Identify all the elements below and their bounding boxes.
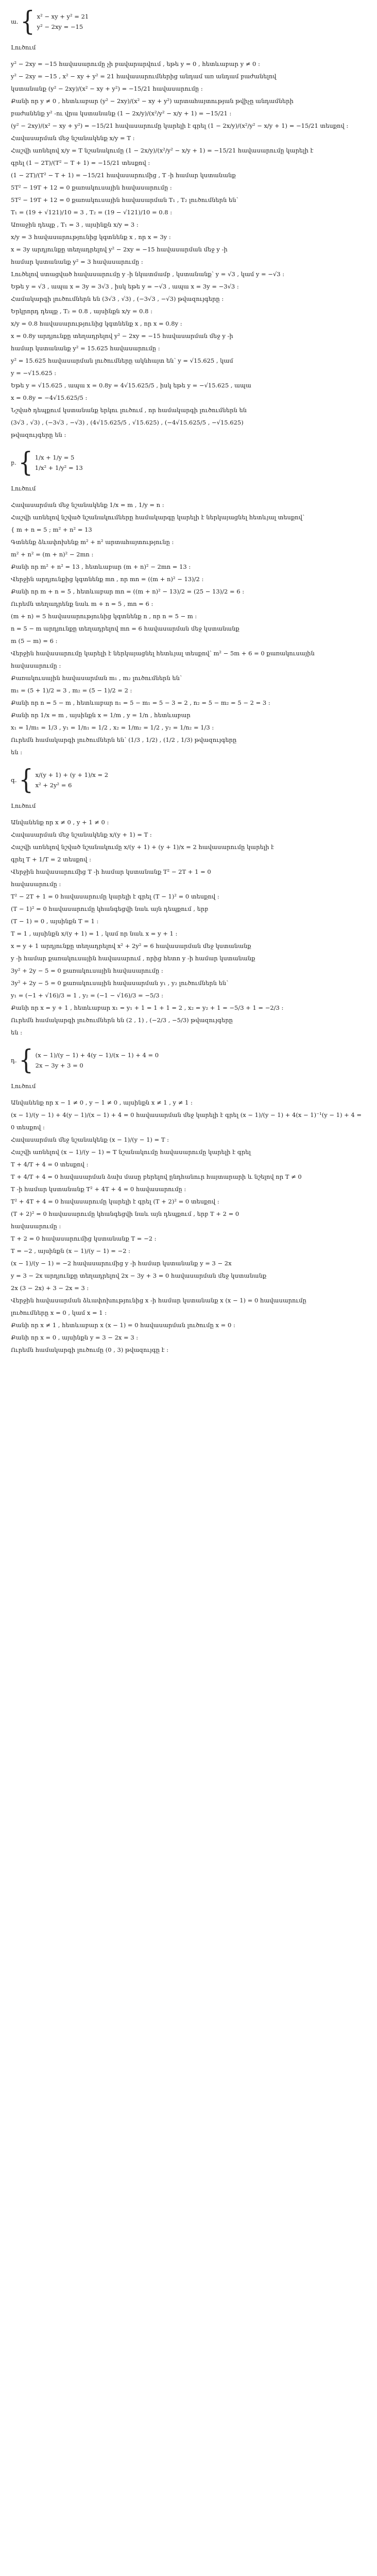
solution-line: թվազույգերը են : xyxy=(11,431,66,438)
solution-line: Նշված դեպքում կստանանք երկու լուծում , որ համակարգի լուծումներն են xyxy=(11,406,247,414)
solution-line: T² − 2T + 1 = 0 հավասարումը կարելի է գրել (T − 1)² = 0 տեսքով : xyxy=(11,893,219,900)
solution-line: 5T² − 19T + 12 = 0 քառակուսային հավասարման T₁ , T₂ լուծումներն են՝ xyxy=(11,196,238,204)
solution-line: 5T² − 19T + 12 = 0 քառակուսային հավասարումը : xyxy=(11,184,172,191)
solution-line: T + 4/T + 4 = 0 հավասարման ձախ մասը բերելով ընդհանուր հայտարարի և նշելով որ T ≠ 0 xyxy=(11,1173,302,1180)
problem-label: բ. xyxy=(11,459,16,466)
solution-line: (y² − 2xy)/(x² − xy + y²) = −15/21 հավասարումը կարելի է գրել (1 − 2x/y)/(x²/y² − x/y + 1) = −15/21 տեսքով : xyxy=(11,122,349,129)
solution-line: համար կստանանք y² = 15.625 հավասարումը : xyxy=(11,345,160,352)
solution-line: (1 − 2T)/(T² − T + 1) = −15/21 հավասարումից , T -ի համար կստանանք xyxy=(11,172,236,179)
solution-line: Քառակուսային հավասարման m₁ , m₂ լուծումներն են՝ xyxy=(11,674,182,682)
solution-heading: Լուծում xyxy=(11,802,36,809)
solution-line: Քանի որ m + n = 5 , հետևաբար mn = ((m + n)² − 13)/2 = (25 − 13)/2 = 6 : xyxy=(11,588,245,595)
problem-label: գ. xyxy=(11,776,17,784)
solution-line: Վերջին հավասարման ձևափոխությունից x -ի համար կստանանք x (x − 1) = 0 հավասարումը xyxy=(11,1297,306,1304)
solution-line: T + 2 = 0 հավասարումից կստանանք T = −2 : xyxy=(11,1235,157,1242)
solution-line: գրել T + 1/T = 2 տեսքով : xyxy=(11,856,92,863)
system-equation: 1/x + 1/y = 5 xyxy=(35,454,75,461)
problem-section xyxy=(11,5,366,441)
solution-line: Առաջին դեպք , T₁ = 3 , այսինքն x/y = 3 : xyxy=(11,221,139,228)
solution-line: y² = 15.625 հավասարման լուծումները ակնհայտ են՝ y = √15.625 , կամ xyxy=(11,357,233,364)
solution-line: Քանի որ m² + n² = 13 , հետևաբար (m + n)² − 2mn = 13 : xyxy=(11,563,191,570)
solution-line: Անվանենք որ x ≠ 0 , y + 1 ≠ 0 : xyxy=(11,819,109,826)
solution-line: Քանի որ n = 5 − m , հետևաբար n₁ = 5 − m₁ = 5 − 3 = 2 , n₂ = 5 − m₂ = 5 − 2 = 3 : xyxy=(11,699,270,706)
system-equation: (x − 1)/(y − 1) + 4(y − 1)/(x − 1) + 4 = 0 xyxy=(35,1052,159,1059)
equation-system xyxy=(11,5,366,37)
system-equation: x² − xy + y² = 21 xyxy=(37,13,89,20)
solution-line: x/y = 0.8 հավասարությունից կգտնենք x , որ x = 0.8y : xyxy=(11,320,182,327)
solution-line: Վերջին հավասարումը կարելի է ներկայացնել հետևյալ տեսքով՝ m² − 5m + 6 = 0 քառակուսային xyxy=(11,650,315,657)
system-brace: { xyxy=(19,764,33,795)
solution-line: Ուրեմն համակարգի լուծումներն են՝ (1/3 , 1/2) , (1/2 , 1/3) թվազույգերը xyxy=(11,736,237,743)
solution-line: Գտնենք ձևափոխենք m² + n² արտահայտությունը : xyxy=(11,538,174,546)
problem-label: դ. xyxy=(11,1057,17,1064)
problem-section xyxy=(11,764,366,1039)
solution-heading: Լուծում xyxy=(11,44,36,51)
solution-line: T = −2 , այսինքն (x − 1)/(y − 1) = −2 : xyxy=(11,1247,131,1255)
system-equation: x² + 2y² = 6 xyxy=(35,782,72,789)
document-page xyxy=(11,0,366,1356)
solution-line: x/y = 3 հավասարությունից կգտնենք x , որ x = 3y : xyxy=(11,233,171,241)
solution-line: Եթե y = √15.625 , ապա x = 0.8y = 4√15.625/5 , իսկ եթե y = −√15.625 , ապա xyxy=(11,382,251,389)
system-equations xyxy=(37,11,89,32)
solution-line: Հավասարման մեջ նշանակենք 1/x = m , 1/y = n : xyxy=(11,501,164,509)
solution-line: Ուրեմն համակարգի լուծումը (0 , 3) թվազույգը է : xyxy=(11,1346,169,1353)
solution-line: լուծումները x = 0 , կամ x = 1 : xyxy=(11,1309,107,1316)
system-equations xyxy=(36,1050,159,1071)
system-brace: { xyxy=(19,1044,33,1076)
solution-line: (T + 2)² = 0 հավասարումը կհանգեցվի նաև այն դեպքում , երբ T + 2 = 0 xyxy=(11,1210,239,1217)
solution-line: m² + n² = (m + n)² − 2mn : xyxy=(11,551,94,558)
equation-system xyxy=(11,764,366,795)
solution-line: T² + 4T + 4 = 0 հավասարումը կարելի է գրել (T + 2)² = 0 տեսքով : xyxy=(11,1198,219,1205)
solution-line: Քանի որ 1/x = m , այսինքն x = 1/m , y = 1/n , հետևաբար xyxy=(11,711,191,719)
solution-line: (T − 1)² = 0 հավասարումը կհանգեցվի նաև այն դեպքում , երբ xyxy=(11,905,209,912)
equation-system xyxy=(11,1044,366,1076)
equation-system xyxy=(11,446,366,478)
solution-line: (T − 1) = 0 , այսինքն T = 1 : xyxy=(11,918,99,925)
solution-line: հավասարումը : xyxy=(11,1223,61,1230)
system-equation: x/(y + 1) + (y + 1)/x = 2 xyxy=(35,771,109,778)
solution-line: n = 5 − m արդյունքը տեղադրելով mn = 6 հավասարման մեջ կստանանք xyxy=(11,625,239,632)
solution-line: Համակարգի լուծումներն են (3√3 , √3) , (−3√3 , −√3) թվազույգերը : xyxy=(11,295,224,302)
solution-line: (m + n) = 5 հավասարությունից կգտնենք n , որ n = 5 − m : xyxy=(11,613,197,620)
solution-line: Հավասարման մեջ նշանակենք (x − 1)/(y − 1) = T : xyxy=(11,1136,169,1143)
solution-line: x₁ = 1/m₁ = 1/3 , y₁ = 1/n₁ = 1/2 , x₂ = 1/m₂ = 1/2 , y₂ = 1/n₂ = 1/3 : xyxy=(11,724,214,731)
solution-line: բաժանենք y² -ու վրա կստանանք (1 − 2x/y)/(x²/y² − x/y + 1) = −15/21 : xyxy=(11,110,232,117)
solution-line: 3y² + 2y − 5 = 0 քառակուսային հավասարումը : xyxy=(11,967,163,974)
solution-line: T -ի համար կստանանք T² + 4T + 4 = 0 հավասարումը : xyxy=(11,1185,186,1193)
solution-line: Անվանենք որ x − 1 ≠ 0 , y − 1 ≠ 0 , այսինքն x ≠ 1 , y ≠ 1 : xyxy=(11,1099,193,1106)
solution-line: y = −√15.625 : xyxy=(11,369,57,377)
solution-line: Ուրեմն համակարգի լուծումներն են (2 , 1) , (−2/3 , −5/3) թվազույգերը xyxy=(11,1016,233,1024)
solution-line: Հաշվի առնելով (x − 1)/(y − 1) = T նշանակումը հավասարումը կարելի է գրել xyxy=(11,1148,251,1156)
solution-line: { m + n = 5 ; m² + n² = 13 xyxy=(11,526,92,533)
solution-line: հավասարումը : xyxy=(11,662,61,669)
solution-line: Քանի որ x = 0 , այսինքն y = 3 − 2x = 3 : xyxy=(11,1334,139,1341)
solution-heading: Լուծում xyxy=(11,1082,36,1090)
solution-line: կստանանք (y² − 2xy)/(x² − xy + y²) = −15/21 հավասարումը : xyxy=(11,85,203,92)
solution-line: x = 0.8y = −4√15.625/5 : xyxy=(11,394,88,401)
solution-line: Երկրորդ դեպք , T₂ = 0.8 , այսինքն x/y = 0.8 : xyxy=(11,308,153,315)
solution-line: Լուծելով ստացված հավասարումը y -ի նկատմամբ , կստանանք՝ y = √3 , կամ y = −√3 : xyxy=(11,270,285,278)
solution-line: x = 3y արդյունքը տեղադրելով y² − 2xy = −15 հավասարման մեջ y -ի xyxy=(11,246,228,253)
solution-line: Հաշվի առնելով նշված նշանակումները համակարգը կարելի է ներկայացնել հետևյալ տեսքով՝ xyxy=(11,514,305,521)
solution-line: y² − 2xy = −15 , x² − xy + y² = 21 հավասարումներից անդամ առ անդամ բաժանելով xyxy=(11,73,277,80)
solution-line: հավասարումը : xyxy=(11,880,61,888)
solution-line: y -ի համար քառակուսային հավասարում , որից հետո y -ի համար կստանանք xyxy=(11,955,255,962)
solution-line: T + 4/T + 4 = 0 տեսքով : xyxy=(11,1161,89,1168)
solution-line: Հավասարման մեջ նշանակենք x/y = T : xyxy=(11,134,135,142)
problem-label: ա. xyxy=(11,18,19,25)
system-equation: 2x − 3y + 3 = 0 xyxy=(35,1062,83,1069)
system-equations xyxy=(35,452,83,473)
solution-line: y = 3 − 2x արդյունքը տեղադրելով 2x − 3y + 3 = 0 հավասարման մեջ կստանանք xyxy=(11,1272,267,1279)
solution-line: m (5 − m) = 6 : xyxy=(11,637,58,645)
solution-line: m₁ = (5 + 1)/2 = 3 , m₂ = (5 − 1)/2 = 2 : xyxy=(11,687,132,694)
solution-line: Հաշվի առնելով նշված նշանակումը x/(y + 1) + (y + 1)/x = 2 հավասարումը կարելի է xyxy=(11,843,275,851)
system-brace: { xyxy=(18,446,33,478)
solution-heading: Լուծում xyxy=(11,485,36,492)
system-equations xyxy=(36,770,108,790)
solution-line: են : xyxy=(11,749,23,756)
solution-line: y₁ = (−1 + √16)/3 = 1 , y₂ = (−1 − √16)/3 = −5/3 : xyxy=(11,992,164,999)
solution-line: T = 1 , այսինքն x/(y + 1) = 1 , կամ որ նաև x = y + 1 : xyxy=(11,930,178,937)
solution-line: Հաշվի առնելով x/y = T նշանակումը (1 − 2x/y)/(x²/y² − x/y + 1) = −15/21 հավասարումը կարելի է xyxy=(11,147,314,154)
solution-line: գրել (1 − 2T)/(T² − T + 1) = −15/21 տեսքով : xyxy=(11,159,150,166)
system-brace: { xyxy=(20,5,35,37)
solution-line: Քանի որ y ≠ 0 , հետևաբար (y² − 2xy)/(x² − xy + y²) արտահայտության թվիչը անդամների xyxy=(11,97,294,105)
solution-line: Եթե y = √3 , ապա x = 3y = 3√3 , իսկ եթե y = −√3 , ապա x = 3y = −3√3 : xyxy=(11,283,239,290)
solution-line: Քանի որ x = y + 1 , հետևաբար x₁ = y₁ + 1 = 1 + 1 = 2 , x₂ = y₂ + 1 = −5/3 + 1 = −2/3 : xyxy=(11,1004,284,1011)
solution-line: 3y² + 2y − 5 = 0 քառակուսային հավասարման y₁ , y₂ լուծումներն են՝ xyxy=(11,979,229,987)
solution-line: T₁ = (19 + √121)/10 = 3 , T₂ = (19 − √121)/10 = 0.8 : xyxy=(11,209,173,216)
problem-section xyxy=(11,1044,366,1356)
system-equation: y² − 2xy = −15 xyxy=(37,23,83,30)
solution-line: Վերջին արդյունքից կգտնենք mn , որ mn = ((m + n)² − 13)/2 : xyxy=(11,575,204,583)
solution-line: (3√3 , √3) , (−3√3 , −√3) , (4√15.625/5 , √15.625) , (−4√15.625/5 , −√15.625) xyxy=(11,419,244,426)
solution-line: (x − 1)/(y − 1) = −2 հավասարումից y -ի համար կստանանք y = 3 − 2x xyxy=(11,1260,232,1267)
solution-line: Ուրեմն տեղադրենք նաև m + n = 5 , mn = 6 : xyxy=(11,600,153,607)
solution-line: Քանի որ x ≠ 1 , հետևաբար x (x − 1) = 0 հավասարման լուծումը x = 0 : xyxy=(11,1321,235,1329)
solution-line: x = y + 1 արդյունքը տեղադրելով x² + 2y² = 6 հավասարման մեջ կստանանք xyxy=(11,942,251,950)
solution-line: են : xyxy=(11,1029,23,1036)
problem-section xyxy=(11,446,366,758)
solution-line: 2x (3 − 2x) + 3 − 2x = 3 : xyxy=(11,1284,89,1292)
solution-line: x = 0.8y արդյունքը տեղադրելով y² − 2xy = −15 հավասարման մեջ y -ի xyxy=(11,332,233,340)
solution-line: (x − 1)/(y − 1) + 4(y − 1)/(x − 1) + 4 = 0 հավասարման մեջ կարելի է գրել (x − 1)/(y − 1) + 4(x − 1)⁻¹(y − 1) + 4 = 0 տեսքով : xyxy=(11,1111,362,1131)
solution-line: Հավասարման մեջ նշանակենք x/(y + 1) = T : xyxy=(11,831,152,838)
solution-line: y² − 2xy = −15 հավասարումը չի բավարարվում , եթե y = 0 , հետևաբար y ≠ 0 : xyxy=(11,60,260,67)
solution-line: Վերջին հավասարումից T -ի համար կստանանք T² − 2T + 1 = 0 xyxy=(11,868,211,875)
solution-line: համար կստանանք y² = 3 հավասարումը : xyxy=(11,258,143,265)
system-equation: 1/x² + 1/y² = 13 xyxy=(35,464,83,471)
